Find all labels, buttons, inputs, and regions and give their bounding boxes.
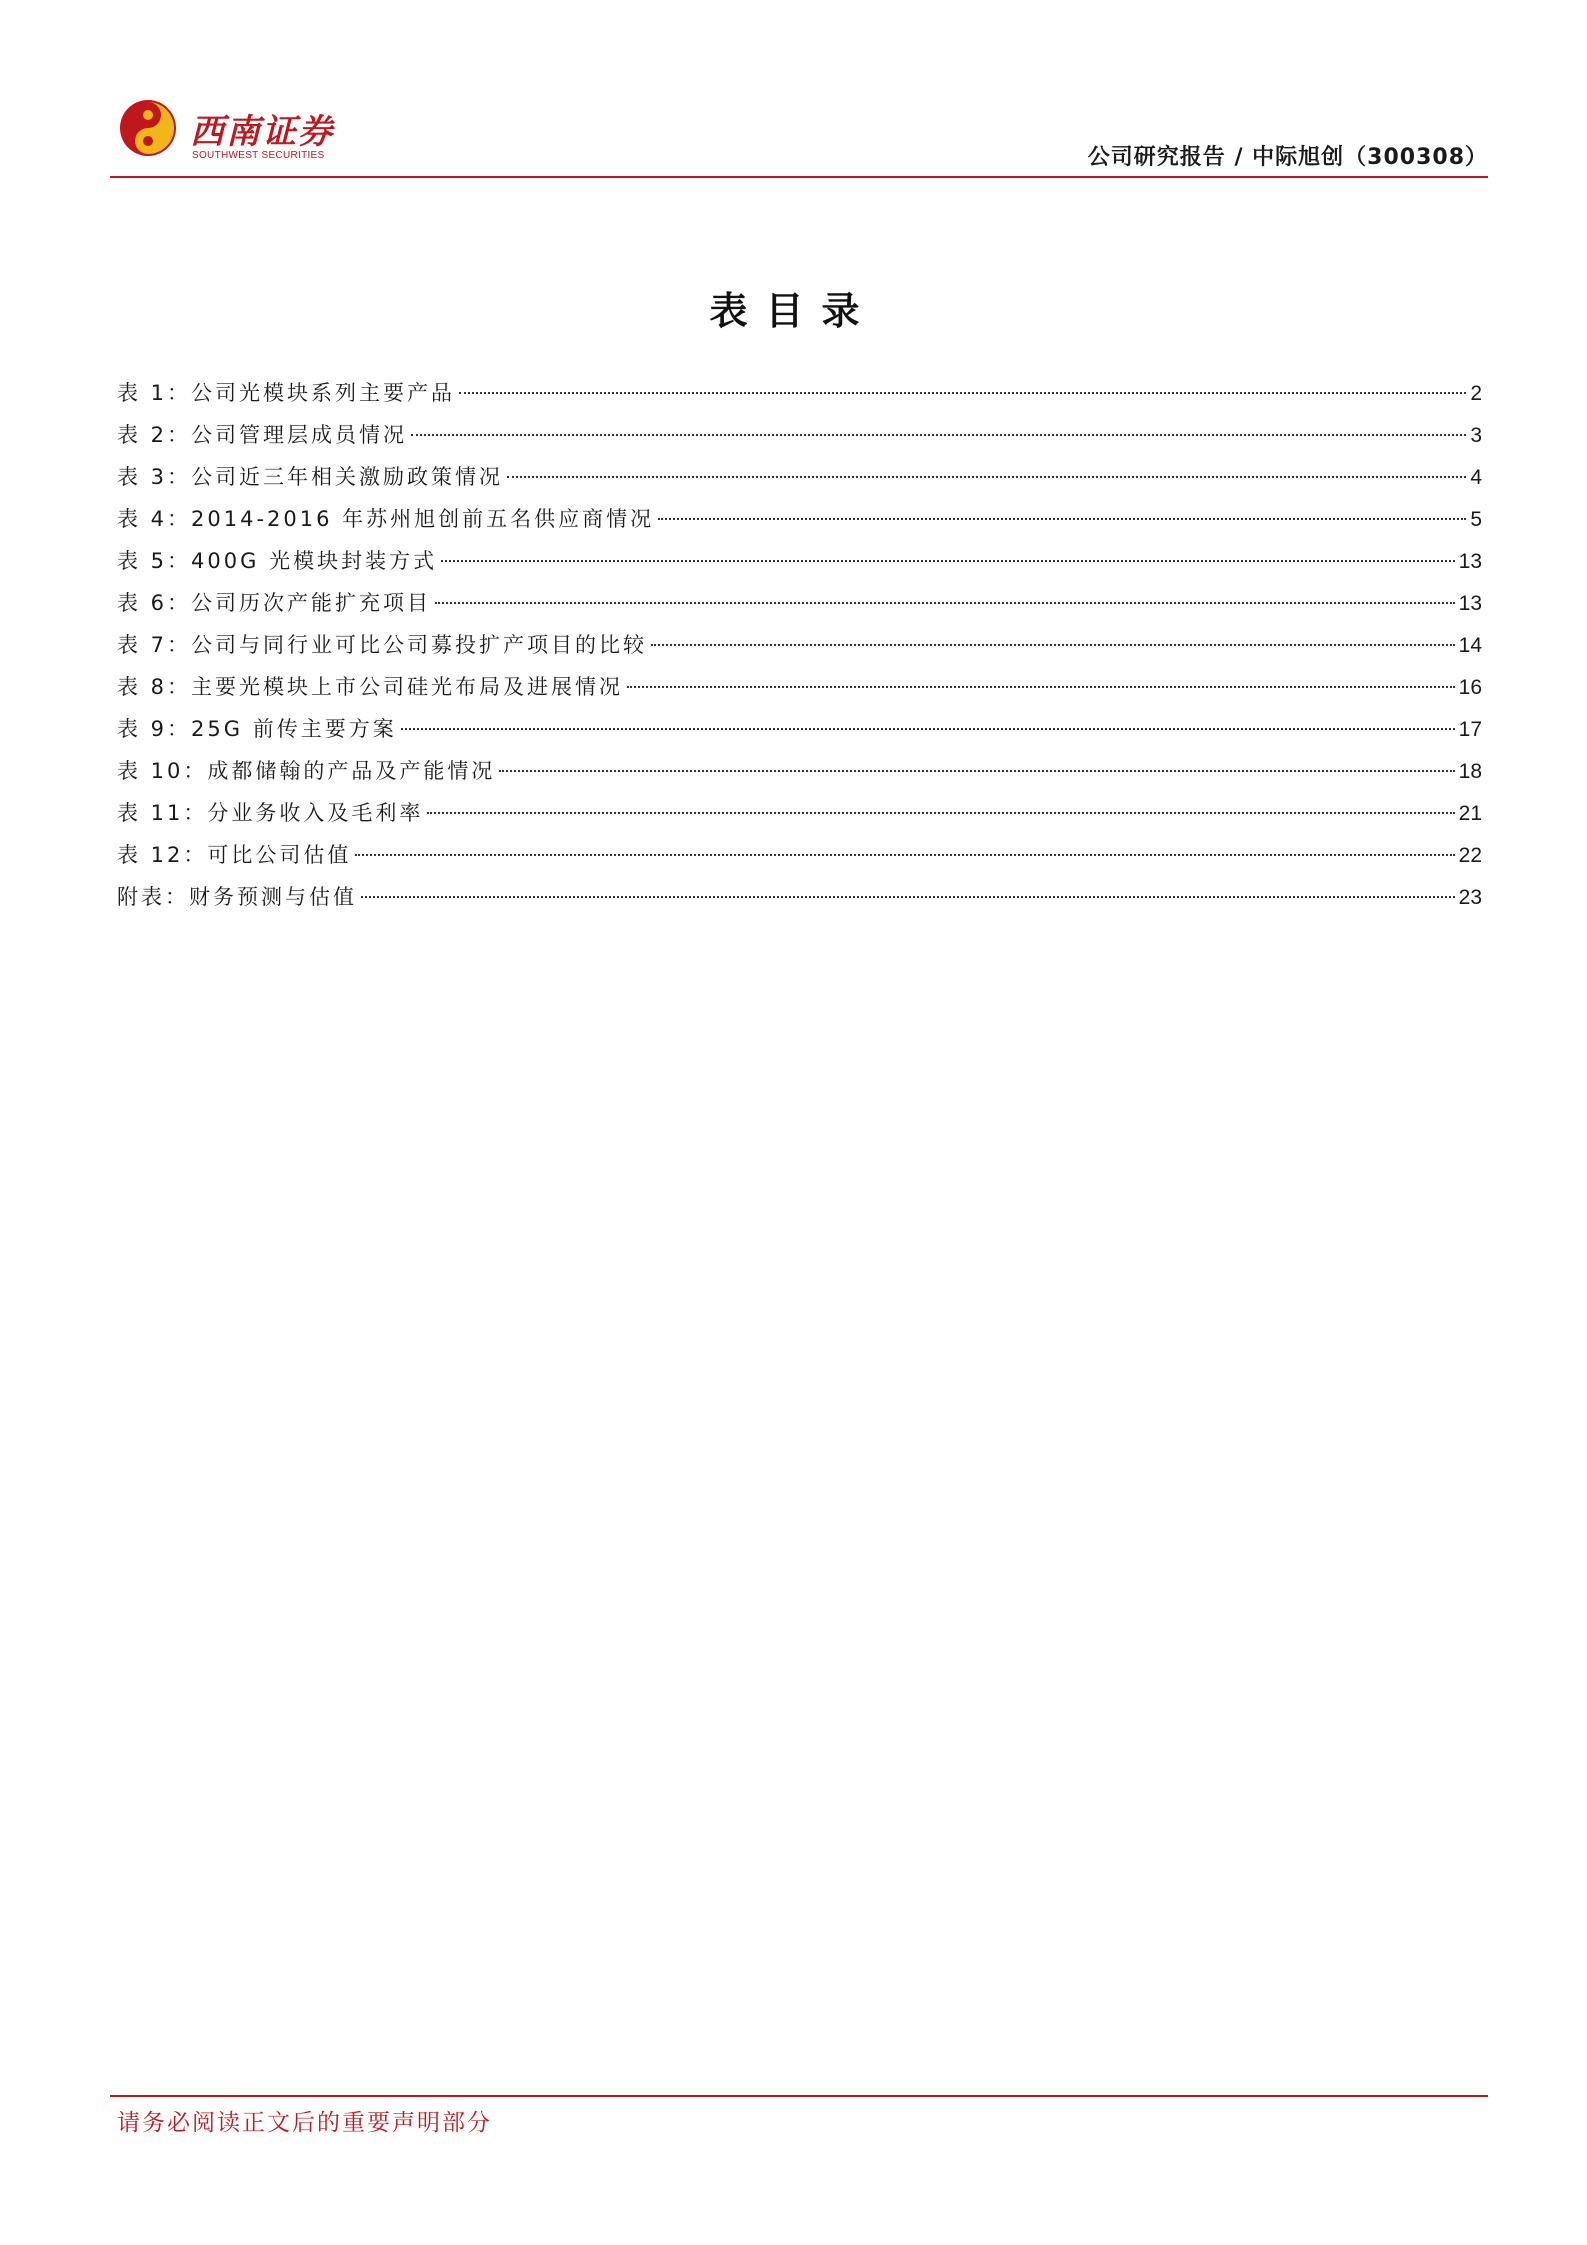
toc-entry-page: 13 (1458, 550, 1482, 573)
toc-entry[interactable] (117, 834, 1482, 876)
toc-entry[interactable] (117, 876, 1482, 918)
toc-entry-page: 22 (1458, 844, 1482, 867)
footer-divider (110, 2095, 1488, 2097)
header-divider (110, 176, 1488, 178)
toc-leader-dots (355, 854, 1454, 856)
toc-leader-dots (658, 518, 1466, 520)
toc-leader-dots (627, 686, 1455, 688)
toc-entry-label: 表 7：公司与同行业可比公司募投扩产项目的比较 (117, 633, 648, 657)
toc-entry-label: 表 4：2014-2016 年苏州旭创前五名供应商情况 (117, 507, 655, 531)
toc-leader-dots (427, 812, 1454, 814)
toc-entry-page: 18 (1458, 760, 1482, 783)
page-header (110, 88, 1488, 178)
toc-entry-page: 21 (1458, 802, 1482, 825)
toc-entry-label: 附表：财务预测与估值 (117, 885, 357, 909)
toc-leader-dots (435, 602, 1455, 604)
toc-entry-page: 16 (1458, 676, 1482, 699)
toc-entry-label: 表 8：主要光模块上市公司硅光布局及进展情况 (117, 675, 624, 699)
toc-entry-page: 5 (1470, 508, 1482, 531)
toc-entry-label: 表 12：可比公司估值 (117, 843, 352, 867)
toc-entry-page: 14 (1458, 634, 1482, 657)
southwest-securities-logo-icon (118, 98, 178, 158)
toc-entry[interactable] (117, 624, 1482, 666)
toc-entry-label: 表 6：公司历次产能扩充项目 (117, 591, 432, 615)
toc-entry[interactable] (117, 792, 1482, 834)
toc-leader-dots (651, 644, 1455, 646)
toc-leader-dots (507, 476, 1466, 478)
toc-entry-page: 13 (1458, 592, 1482, 615)
toc-leader-dots (499, 770, 1454, 772)
company-logo (118, 98, 338, 164)
toc-leader-dots (441, 560, 1455, 562)
table-of-contents (117, 372, 1482, 918)
toc-entry-label: 表 11：分业务收入及毛利率 (117, 801, 424, 825)
toc-leader-dots (401, 728, 1455, 730)
footer-disclaimer: 请务必阅读正文后的重要声明部分 (117, 2110, 492, 2136)
toc-entry-page: 2 (1470, 382, 1482, 405)
toc-entry-page: 4 (1470, 466, 1482, 489)
toc-entry-label: 表 5：400G 光模块封装方式 (117, 549, 438, 573)
report-label: 公司研究报告 / 中际旭创（300308） (1087, 145, 1488, 170)
toc-entry-label: 表 3：公司近三年相关激励政策情况 (117, 465, 504, 489)
toc-title: 表目录 (709, 288, 878, 333)
toc-entry-page: 23 (1458, 886, 1482, 909)
toc-entry-label: 表 1：公司光模块系列主要产品 (117, 381, 456, 405)
toc-entry-page: 17 (1458, 718, 1482, 741)
logo-english-name: SOUTHWEST SECURITIES (192, 150, 325, 161)
toc-entry[interactable] (117, 750, 1482, 792)
toc-entry-label: 表 2：公司管理层成员情况 (117, 423, 408, 447)
toc-entry[interactable] (117, 414, 1482, 456)
toc-entry[interactable] (117, 666, 1482, 708)
toc-entry-label: 表 9：25G 前传主要方案 (117, 717, 397, 741)
toc-entry[interactable] (117, 456, 1482, 498)
toc-entry[interactable] (117, 582, 1482, 624)
toc-entry-page: 3 (1470, 424, 1482, 447)
toc-entry[interactable] (117, 540, 1482, 582)
toc-entry-label: 表 10：成都储翰的产品及产能情况 (117, 759, 496, 783)
toc-entry[interactable] (117, 708, 1482, 750)
toc-entry[interactable] (117, 498, 1482, 540)
logo-chinese-name: 西南证券 (190, 112, 334, 152)
toc-leader-dots (459, 392, 1466, 394)
toc-leader-dots (361, 896, 1455, 898)
toc-leader-dots (411, 434, 1466, 436)
toc-entry[interactable] (117, 372, 1482, 414)
